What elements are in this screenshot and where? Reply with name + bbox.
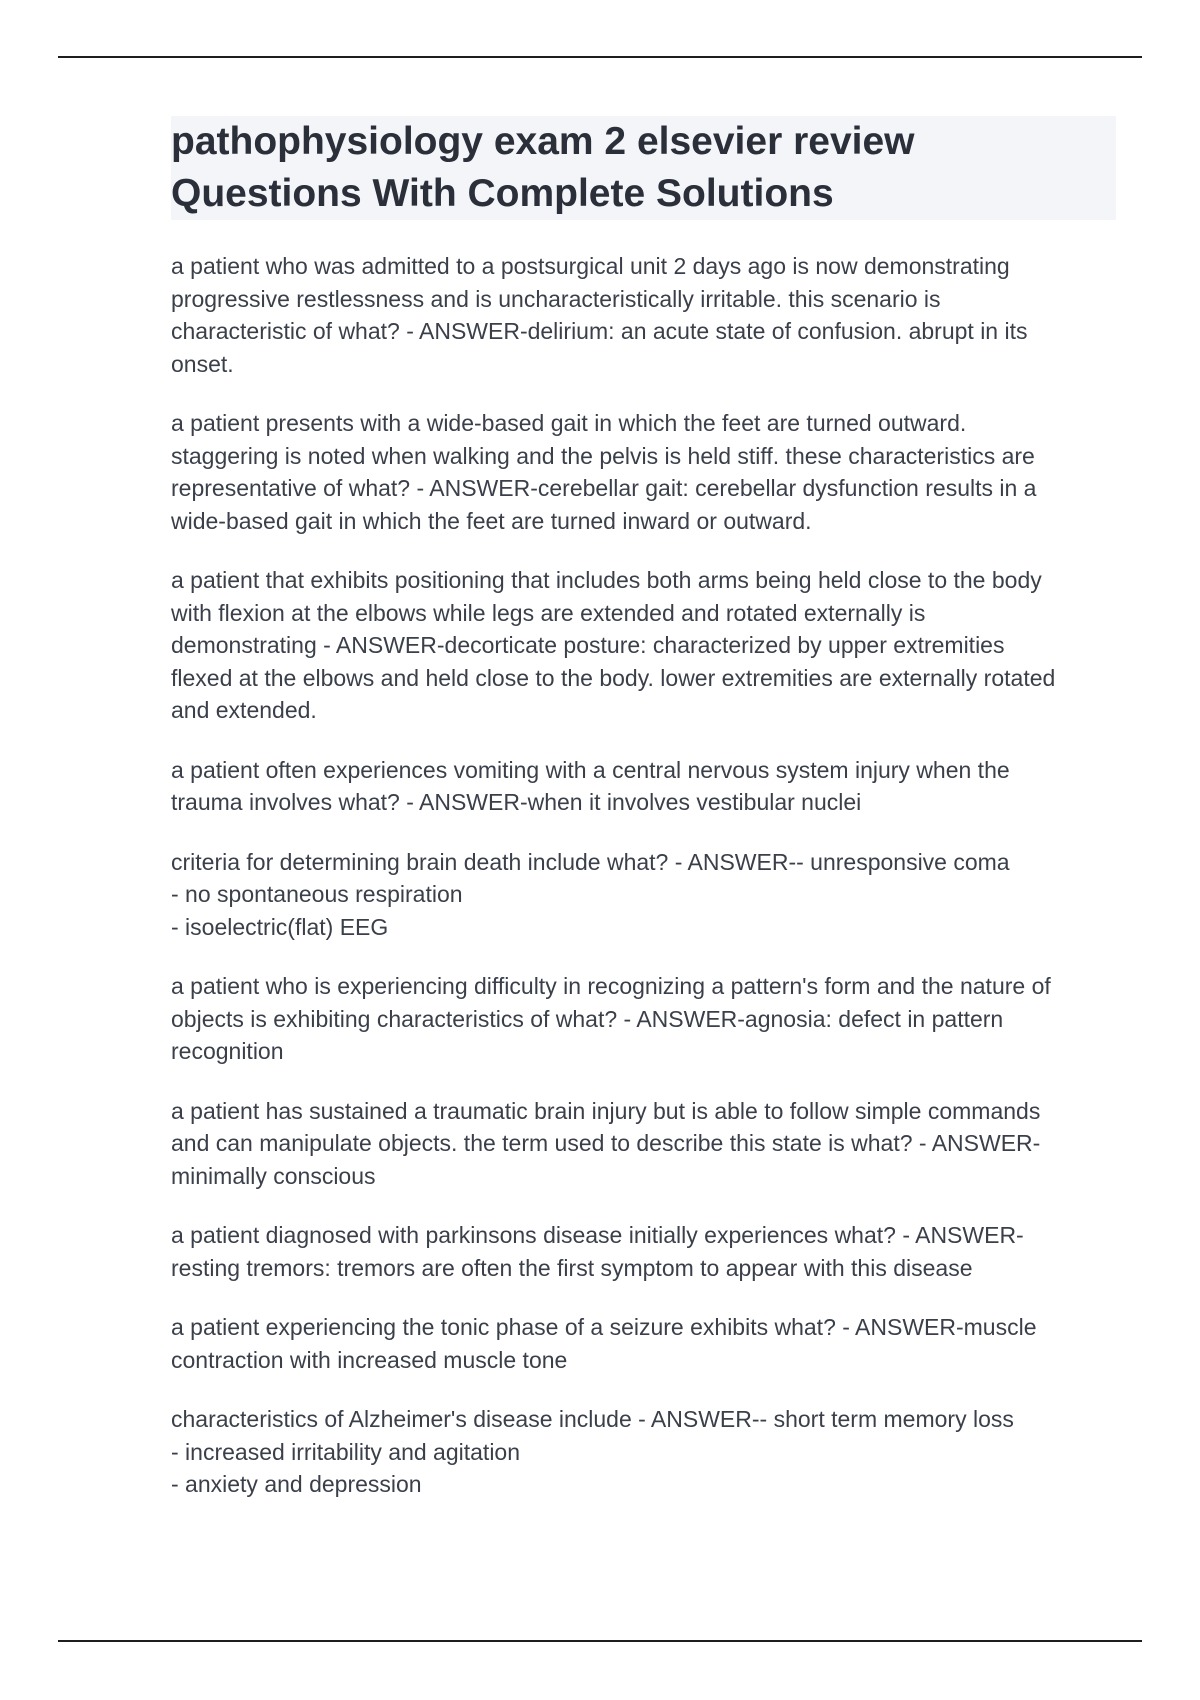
qa-text-line: - increased irritability and agitation [171,1438,521,1465]
qa-text-line: characteristics of Alzheimer's disease include - ANSWER-- short term memory loss [171,1406,1014,1432]
qa-text-line: resting tremors: tremors are often the first symptom to appear with this disease [171,1254,973,1281]
qa-text-line: representative of what? - ANSWER-cerebellar gait: cerebellar dysfunction results in a [171,475,1037,501]
qa-text-line: progressive restlessness and is uncharacteristically irritable. this scenario is [171,285,941,312]
qa-entry [171,1095,1111,1193]
qa-text-line: onset. [171,350,234,377]
qa-text-line: flexed at the elbows and held close to the body. lower extremities are externally rotated [171,664,1056,691]
qa-list [171,250,1111,1528]
qa-text-line: a patient that exhibits positioning that includes both arms being held close to the body [171,567,1042,593]
qa-entry [171,407,1111,537]
qa-text-line: contraction with increased muscle tone [171,1346,568,1373]
qa-text-line: objects is exhibiting characteristics of what? - ANSWER-agnosia: defect in pattern [171,1005,1004,1032]
qa-text-line: with flexion at the elbows while legs are extended and rotated externally is [171,599,926,626]
qa-text-line: wide-based gait in which the feet are turned inward or outward. [171,507,812,534]
qa-entry [171,970,1111,1068]
qa-text-line: recognition [171,1038,284,1064]
qa-entry [171,754,1111,819]
qa-text-line: a patient who is experiencing difficulty in recognizing a pattern's form and the nature of [171,973,1051,999]
document-title [171,116,1116,220]
qa-entry [171,250,1111,380]
qa-entry [171,564,1111,727]
qa-text-line: a patient often experiences vomiting with a central nervous system injury when the [171,756,1010,783]
title-line-1: pathophysiology exam 2 elsevier review [171,120,915,163]
qa-text-line: - anxiety and depression [171,1471,422,1497]
qa-text-line: staggering is noted when walking and the pelvis is held stiff. these characteristics are [171,442,1035,469]
qa-text-line: a patient has sustained a traumatic brain injury but is able to follow simple commands [171,1097,1041,1124]
bottom-rule [58,1640,1142,1642]
qa-text-line: - no spontaneous respiration [171,881,463,907]
qa-entry [171,1403,1111,1501]
qa-text-line: and extended. [171,697,317,723]
top-rule [58,56,1142,58]
qa-text-line: a patient experiencing the tonic phase of a seizure exhibits what? - ANSWER-muscle [171,1314,1037,1340]
qa-text-line: - isoelectric(flat) EEG [171,913,389,940]
qa-text-line: criteria for determining brain death include what? - ANSWER-- unresponsive coma [171,848,1010,875]
qa-text-line: a patient diagnosed with parkinsons disease initially experiences what? - ANSWER- [171,1222,1024,1248]
qa-text-line: a patient presents with a wide-based gait in which the feet are turned outward. [171,410,967,436]
qa-text-line: minimally conscious [171,1162,376,1189]
qa-entry [171,846,1111,944]
qa-text-line: characteristic of what? - ANSWER-delirium: an acute state of confusion. abrupt in its [171,318,1028,344]
title-line-2: Questions With Complete Solutions [171,172,834,215]
qa-text-line: a patient who was admitted to a postsurgical unit 2 days ago is now demonstrating [171,253,1010,279]
qa-text-line: and can manipulate objects. the term used to describe this state is what? - ANSWER- [171,1130,1041,1156]
qa-text-line: trauma involves what? - ANSWER-when it involves vestibular nuclei [171,789,862,815]
qa-text-line: demonstrating - ANSWER-decorticate posture: characterized by upper extremities [171,632,1005,658]
qa-entry [171,1219,1111,1284]
qa-entry [171,1311,1111,1376]
